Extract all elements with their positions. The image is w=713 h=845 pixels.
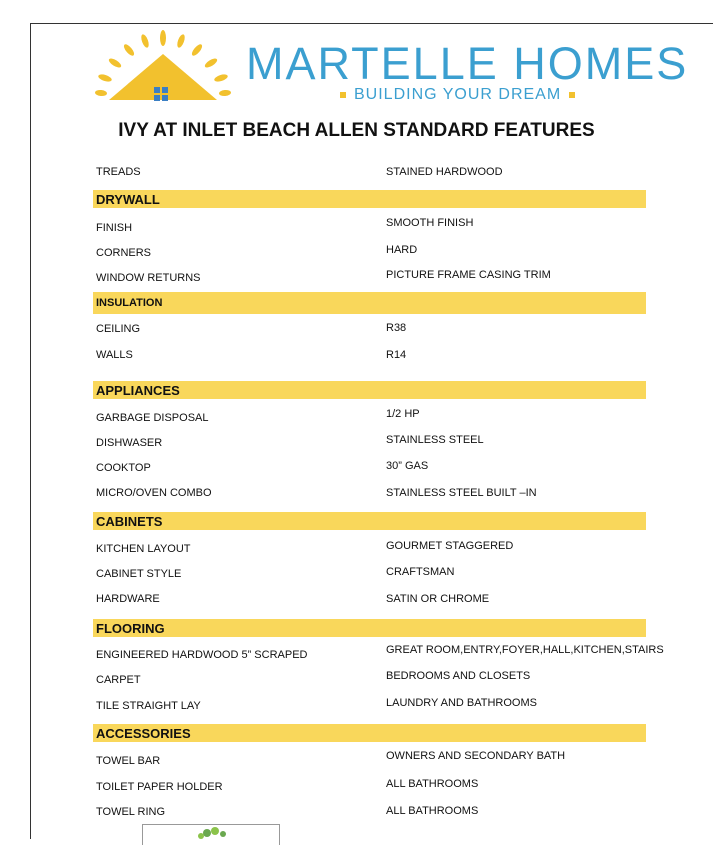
feature-row — [96, 487, 646, 507]
feature-label: HARDWARE — [96, 593, 160, 605]
section-flooring — [93, 619, 646, 637]
feature-row — [96, 750, 646, 775]
feature-label: CARPET — [96, 674, 141, 686]
feature-row — [96, 217, 646, 242]
feature-row — [96, 670, 646, 694]
feature-row — [96, 540, 646, 563]
feature-value: R14 — [386, 349, 407, 361]
feature-label: TOWEL BAR — [96, 755, 161, 767]
feature-row — [96, 408, 646, 432]
feature-row — [96, 778, 646, 801]
feature-value: R38 — [386, 322, 407, 334]
feature-value: 1/2 HP — [386, 408, 420, 420]
section-heading: CABINETS — [96, 514, 163, 529]
feature-value: GREAT ROOM,ENTRY,FOYER,HALL,KITCHEN,STAIRS — [386, 644, 664, 656]
sun-house-logo-icon — [93, 30, 233, 105]
feature-row — [96, 166, 646, 186]
bottom-image-partial — [142, 824, 280, 845]
tagline-text: BUILDING YOUR DREAM — [354, 86, 562, 103]
feature-row — [96, 593, 646, 613]
brand-name: MARTELLE HOMES — [246, 38, 689, 89]
feature-row — [96, 349, 646, 369]
feature-label: FINISH — [96, 222, 133, 234]
feature-row — [96, 434, 646, 457]
feature-value: PICTURE FRAME CASING TRIM — [386, 269, 551, 281]
feature-value: HARD — [386, 244, 418, 256]
section-drywall — [93, 190, 646, 208]
feature-value: LAUNDRY AND BATHROOMS — [386, 697, 537, 709]
feature-label: COOKTOP — [96, 462, 151, 474]
feature-label: TOILET PAPER HOLDER — [96, 781, 223, 793]
feature-value: STAINED HARDWOOD — [386, 166, 503, 178]
section-heading: APPLIANCES — [96, 383, 180, 398]
feature-value: OWNERS AND SECONDARY BATH — [386, 750, 566, 762]
section-accessories — [93, 724, 646, 742]
feature-label: CEILING — [96, 323, 141, 335]
section-heading: DRYWALL — [96, 192, 160, 207]
feature-value: SMOOTH FINISH — [386, 217, 474, 229]
section-appliances — [93, 381, 646, 399]
feature-row — [96, 244, 646, 267]
feature-label: WALLS — [96, 349, 133, 361]
section-heading: INSULATION — [96, 297, 163, 309]
feature-row — [96, 806, 646, 826]
feature-row — [96, 644, 664, 669]
section-cabinets — [93, 512, 646, 530]
feature-label: TOWEL RING — [96, 806, 166, 818]
feature-label: KITCHEN LAYOUT — [96, 543, 191, 555]
feature-row — [96, 323, 646, 343]
feature-label: MICRO/OVEN COMBO — [96, 487, 212, 499]
feature-value: SATIN OR CHROME — [386, 593, 490, 605]
bullet-square-icon — [340, 92, 346, 98]
feature-label: ENGINEERED HARDWOOD 5” SCRAPED — [96, 649, 308, 661]
feature-label: CORNERS — [96, 247, 152, 259]
feature-row — [96, 697, 646, 720]
brand-tagline — [332, 86, 583, 104]
plant-icon — [143, 825, 279, 839]
feature-label: GARBAGE DISPOSAL — [96, 412, 209, 424]
feature-value: ALL BATHROOMS — [386, 805, 479, 817]
feature-value: STAINLESS STEEL BUILT –IN — [386, 487, 537, 499]
section-insulation — [93, 292, 646, 314]
section-heading: FLOORING — [96, 621, 165, 636]
feature-row — [96, 462, 646, 482]
bullet-square-icon — [569, 92, 575, 98]
feature-label: CABINET STYLE — [96, 568, 182, 580]
feature-value: GOURMET STAGGERED — [386, 540, 514, 552]
feature-label: DISHWASER — [96, 437, 163, 449]
feature-row — [96, 269, 646, 292]
feature-value: BEDROOMS AND CLOSETS — [386, 670, 531, 682]
document-title: IVY AT INLET BEACH ALLEN STANDARD FEATURES — [118, 120, 595, 141]
section-heading: ACCESSORIES — [96, 726, 191, 741]
feature-value: ALL BATHROOMS — [386, 778, 479, 790]
feature-value: STAINLESS STEEL — [386, 434, 484, 446]
feature-value: CRAFTSMAN — [386, 566, 455, 578]
feature-row — [96, 568, 646, 588]
feature-label: TREADS — [96, 166, 141, 178]
feature-label: WINDOW RETURNS — [96, 272, 201, 284]
feature-value: 30” GAS — [386, 460, 429, 472]
feature-label: TILE STRAIGHT LAY — [96, 700, 201, 712]
